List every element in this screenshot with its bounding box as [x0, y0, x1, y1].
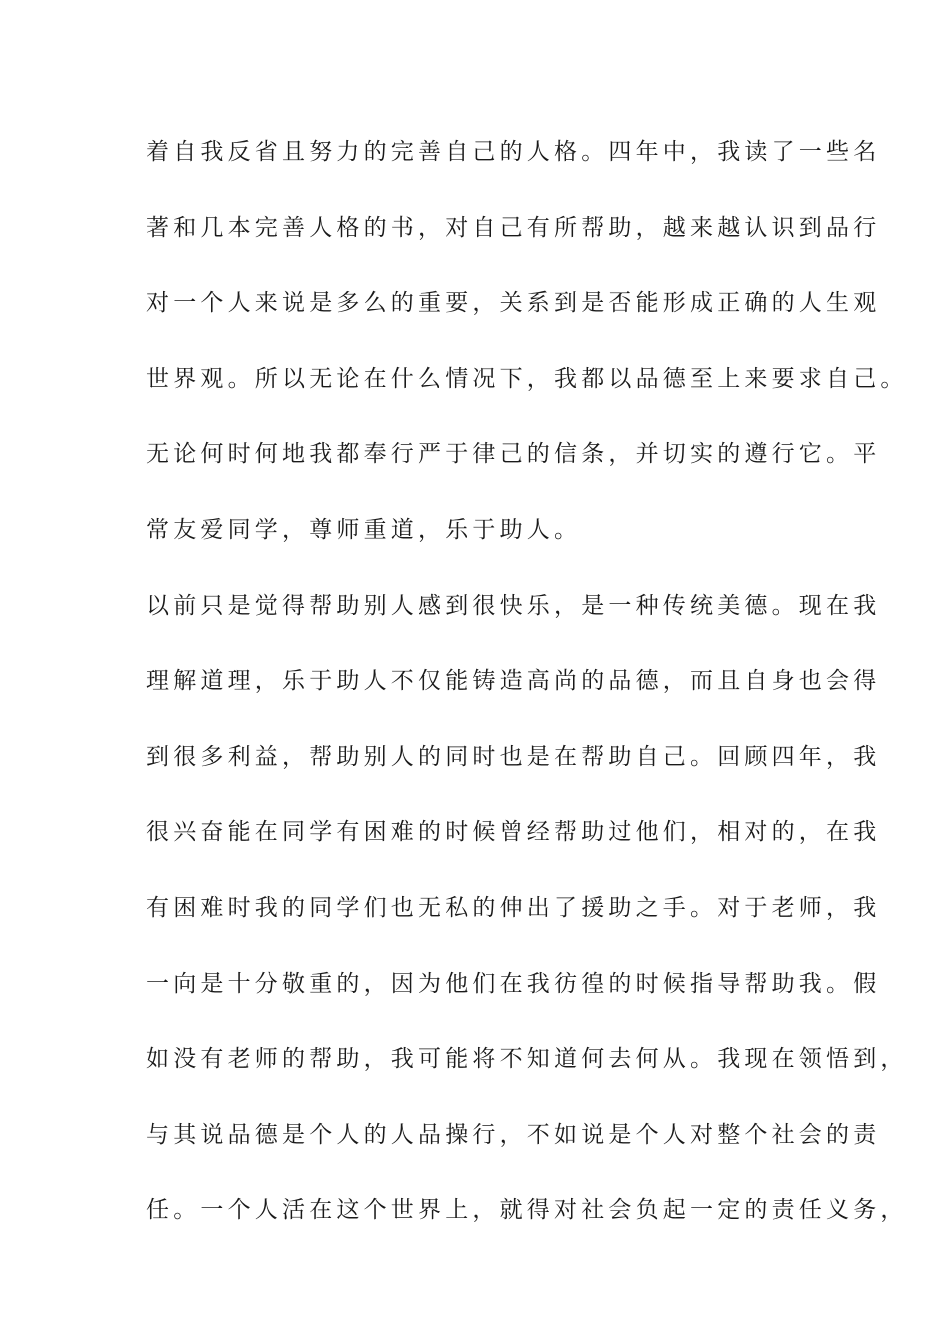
text-line: 以前只是觉得帮助别人感到很快乐，是一种传统美德。现在我: [146, 592, 881, 619]
text-line: 如没有老师的帮助，我可能将不知道何去何从。我现在领悟到，: [146, 1046, 908, 1073]
text-line: 世界观。所以无论在什么情况下，我都以品德至上来要求自己。: [146, 365, 908, 392]
text-line: 与其说品德是个人的人品操行，不如说是个人对整个社会的责: [146, 1121, 881, 1148]
text-line: 到很多利益，帮助别人的同时也是在帮助自己。回顾四年，我: [146, 743, 881, 770]
text-line: 著和几本完善人格的书，对自己有所帮助，越来越认识到品行: [146, 214, 881, 241]
text-line: 理解道理，乐于助人不仅能铸造高尚的品德，而且自身也会得: [146, 668, 881, 695]
text-line: 着自我反省且努力的完善自己的人格。四年中，我读了一些名: [146, 139, 881, 165]
text-line: 一向是十分敬重的，因为他们在我彷徨的时候指导帮助我。假: [146, 970, 881, 997]
text-line: 无论何时何地我都奉行严于律己的信条，并切实的遵行它。平: [146, 441, 881, 468]
text-line: 任。一个人活在这个世界上，就得对社会负起一定的责任义务，: [146, 1197, 908, 1224]
text-line: 有困难时我的同学们也无私的伸出了援助之手。对于老师，我: [146, 894, 881, 921]
text-line: 常友爱同学，尊师重道，乐于助人。: [146, 516, 582, 543]
text-line: 很兴奋能在同学有困难的时候曾经帮助过他们，相对的，在我: [146, 819, 881, 846]
text-line: 对一个人来说是多么的重要，关系到是否能形成正确的人生观: [146, 290, 881, 317]
body-text: [146, 128, 908, 1262]
